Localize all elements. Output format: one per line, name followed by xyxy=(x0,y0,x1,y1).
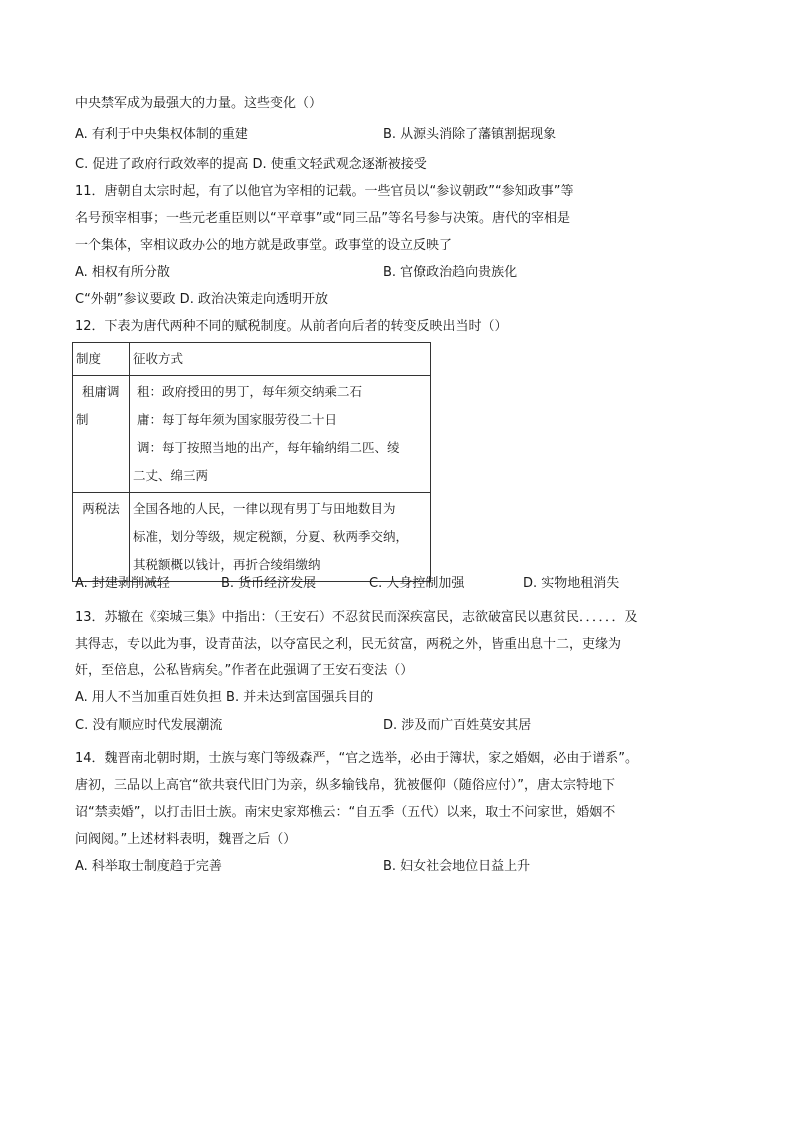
q11-option-a: A. 相权有所分散 xyxy=(75,265,170,280)
q13-stem-3: 奸，至倍息，公私皆病矣。”作者在此强调了王安石变法（） xyxy=(75,663,414,678)
table-header-row xyxy=(73,343,431,376)
q13-option-d: D. 涉及而广百姓莫安其居 xyxy=(383,718,532,733)
q12-stem: 12．下表为唐代两种不同的赋税制度。从前者向后者的转变反映出当时（） xyxy=(75,319,508,334)
q12-option-d: D. 实物地租消失 xyxy=(523,576,620,591)
row2-line-2: 标准，划分等级，规定税额，分夏、秋两季交纳， xyxy=(133,529,409,544)
row1-line-3: 调：每丁按照当地的出产，每年输纳绢二匹、绫 xyxy=(137,440,400,455)
q12-option-c: C. 人身控制加强 xyxy=(369,576,465,591)
q13-stem-2: 其得志，专以此为事，设青苗法，以夺富民之利，民无贫富，两税之外，皆重出息十二，吏缘为 xyxy=(75,637,622,652)
q13-option-c: C. 没有顺应时代发展潮流 xyxy=(75,718,223,733)
row1-line-2: 庸：每丁每年须为国家服劳役二十日 xyxy=(137,412,338,427)
q10-stem-end: 中央禁军成为最强大的力量。这些变化（） xyxy=(75,96,323,111)
q14-option-a: A. 科举取士制度趋于完善 xyxy=(75,859,222,874)
row1-line-4: 二丈、绵三两 xyxy=(133,468,209,483)
table-row-content xyxy=(130,376,431,493)
row2-line-3: 其税额概以钱计，再折合绫绢缴纳 xyxy=(133,557,321,572)
q11-option-cd: C“外朝”参议要政 D. 政治决策走向透明开放 xyxy=(75,292,328,307)
q11-stem-1: 11．唐朝自太宗时起，有了以他官为宰相的记载。一些官员以“参议朝政”“参知政事”等 xyxy=(75,184,574,199)
tax-system-table xyxy=(72,342,431,582)
q11-stem-3: 一个集体，宰相议政办公的地方就是政事堂。政事堂的设立反映了 xyxy=(75,238,453,253)
table-row-label xyxy=(73,376,130,493)
row1-label-part2: 制 xyxy=(76,412,89,427)
q10-option-cd: C. 促进了政府行政效率的提高 D. 使重文轻武观念逐渐被接受 xyxy=(75,157,427,172)
table-row xyxy=(73,493,431,582)
q13-stem-1: 13．苏辙在《栾城三集》中指出：（王安石）不忍贫民而深疾富民，志欲破富民以惠贫民．．．．．．及 xyxy=(75,610,638,625)
row1-label-part1: 租庸调 xyxy=(82,384,120,399)
row2-line-1: 全国各地的人民，一律以现有男丁与田地数目为 xyxy=(133,501,396,516)
q12-option-a: A. 封建剥削减轻 xyxy=(75,576,170,591)
q14-option-b: B. 妇女社会地位日益上升 xyxy=(383,859,531,874)
table-header-method: 征收方式 xyxy=(130,343,431,376)
q14-stem-3: 诏“禁卖婚”，以打击旧士族。南宋史家郑樵云：“自五季（五代）以来，取士不问家世，婚姻不 xyxy=(75,805,616,820)
table-row xyxy=(73,376,431,493)
q12-option-b: B. 货币经济发展 xyxy=(221,576,317,591)
q11-option-b: B. 官僚政治趋向贵族化 xyxy=(383,265,518,280)
table-row-label: 两税法 xyxy=(73,493,130,582)
q13-option-ab: A. 用人不当加重百姓负担 B. 并未达到富国强兵目的 xyxy=(75,690,374,705)
q11-stem-2: 名号预宰相事；一些元老重臣则以“平章事”或“同三品”等名号参与决策。唐代的宰相是 xyxy=(75,211,570,226)
q10-option-b: B. 从源头消除了藩镇割据现象 xyxy=(383,127,557,142)
table-row-content xyxy=(130,493,431,582)
q10-option-a: A. 有利于中央集权体制的重建 xyxy=(75,127,248,142)
q14-stem-2: 唐初，三品以上高官“欲共衰代旧门为亲，纵多输钱帛，犹被偃仰（随俗应付）”，唐太宗特地下 xyxy=(75,778,615,793)
row1-line-1: 租：政府授田的男丁，每年须交纳乘二石 xyxy=(137,384,363,399)
q14-stem-4: 问阀阅。”上述材料表明，魏晋之后（） xyxy=(75,832,297,847)
q14-stem-1: 14．魏晋南北朝时期，士族与寒门等级森严，“官之选举，必由于簿状，家之婚姻，必由于谱系”。 xyxy=(75,751,639,766)
table-header-system: 制度 xyxy=(73,343,130,376)
